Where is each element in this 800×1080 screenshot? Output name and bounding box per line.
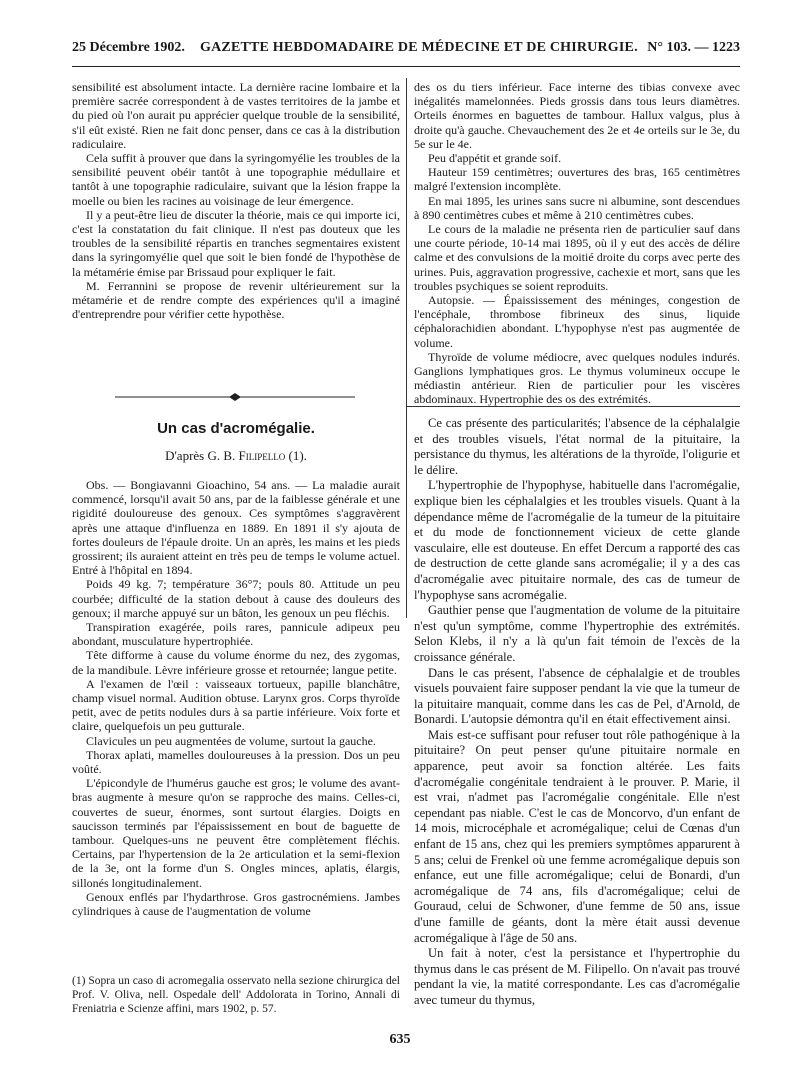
paragraph: En mai 1895, les urines sans sucre ni albumine, sont descendues à 890 centimètres cubes et même à 210 centimètres cubes. xyxy=(414,193,740,222)
section-divider-ornament xyxy=(115,392,355,402)
paragraph: Mais est-ce suffisant pour refuser tout rôle pathogénique à la pituitaire? On peut penser qu'une pituitaire normale en apparence, peut avoir sa fonction altérée. Les faits d'acromégalie congénitale tendraient à le prouver. P. Marie, il est vrai, n'admet pas l'acromégalie congénitale. Elle n'est cependant pas niable. C'est le cas de Moncorvo, d'un enfant de 14 mois, microcéphale et acromégalique; celui de Cœnas d'un enfant de 15 ans, chez qui les premiers symptômes apparurent à 5 ans; celui de Frenkel où une femme acromégalique depuis son enfance, eut une fille acromégalique; celui de Bonardi, d'un acromégalique de 74 ans, fils d'acromégalique; celui de Gouraud, celui de Schwoner, d'une femme de 50 ans, issue d'une famille de géants, dont la mère était aussi devenue acromégalique à l'âge de 50 ans. xyxy=(414,727,740,945)
paragraph: L'hypertrophie de l'hypophyse, habituelle dans l'acromégalie, explique bien les céphalalgies et les troubles visuels. Quant à la dépendance même de l'acromégalie de la tumeur de la pituitaire et du mode de fonctionnement vicieux de cette glande vasculaire, elle est douteuse. En effet Dercum a rapporté des cas de destruction de cette glande sans acromégalie; il y a des cas d'acromégalie avec pituitaire normale, des cas de tumeur de l'hypophyse sans acromégalie. xyxy=(414,478,740,602)
column-divider xyxy=(406,78,407,618)
issue-number: N° 103. — 1223 xyxy=(647,40,740,55)
paragraph: Clavicules un peu augmentées de volume, surtout la gauche. xyxy=(86,733,376,748)
left-column-bottom xyxy=(72,478,400,918)
paragraph: Il y a peut-être lieu de discuter la théorie, mais ce qui importe ici, c'est la constatation du fait clinique. Il n'est pas douteux que les troubles de la sensibilité répartis en tranches segmentaires existent dans la syringomyélie quel que soit le bien fondé de l'hypothèse de la métamérie émise par Brissaud pour expliquer le fait. xyxy=(72,207,400,279)
paragraph: Gauthier pense que l'augmentation de volume de la pituitaire n'est qu'un symptôme, comme l'hypertrophie des extrémités. Selon Klebs, il n'y a là qu'un fait témoin de l'excès de la croissance générale. xyxy=(414,603,740,664)
paragraph: Tête difforme à cause du volume énorme du nez, des zygomas, de la mandibule. Lèvre inférieure grosse et retournée; langue petite. xyxy=(72,648,400,677)
footnote: (1) Sopra un caso di acromegalia osservato nella sezione chirurgica del Prof. V. Oliva, nell. Ospedale dell' Addolorata in Torino, Annali di Freniatria e Scienze affini, mars 1902, p. 57. xyxy=(72,975,400,1015)
paragraph: L'épicondyle de l'humérus gauche est gros; le volume des avant-bras augmente à mesure qu'on se rapproche des mains. Celles-ci, couvertes de sueur, énormes, sont surtout élargies. Doigts en saucisson terminés par l'épaississement en bout de baguette de tambour. Quelques-uns ne peuvent être complètement fléchis. Certains, par l'hypertension de la 2e articulation et la semi-flexion de la 3e, ont la forme d'un S. Ongles minces, aplatis, élargis, sillonés longitudinalement. xyxy=(72,776,400,890)
paragraph: Poids 49 kg. 7; température 36°7; pouls 80. Attitude un peu courbée; difficulté de la station debout à cause des douleurs des genoux; il marche appuyé sur un bâton, les genoux un peu fléchis. xyxy=(72,577,400,620)
article-title: Un cas d'acromégalie. xyxy=(157,420,315,437)
paragraph: Autopsie. — Épaississement des méninges, congestion de l'encéphale, thrombose fibrineux des sinus, liquide céphalorachidien abondant. L'hypophyse n'est pas augmentée de volume. xyxy=(414,293,740,350)
page-number: 635 xyxy=(389,1032,411,1047)
paragraph: Thyroïde de volume médiocre, avec quelques nodules indurés. Ganglions lymphatiques gros. Le thymus volumineux occupe le médiastin antérieur. Rien de particulier pour les viscères abdominaux. Hypertrophie des os des extrémités. xyxy=(414,349,740,407)
paragraph: M. Ferrannini se propose de revenir ultérieurement sur la métamérie et de rendre compte des expériences qu'il a imaginé d'entreprendre pour vérifier cette hypothèse. xyxy=(72,278,400,322)
byline-author: Filipello xyxy=(238,448,286,463)
paragraph: Thorax aplati, mamelles douloureuses à la pression. Dos un peu voûté. xyxy=(72,747,400,777)
right-column-top xyxy=(414,80,740,407)
issue-date: 25 Décembre 1902. xyxy=(72,40,185,55)
paragraph: Un fait à noter, c'est la persistance et l'hypertrophie du thymus dans le cas présent de M. Filipello. On n'avait pas trouvé pendant la vie, la matité correspondante. Les cas d'acromégalie avec tumeur du thymus, xyxy=(414,946,740,1007)
paragraph: Obs. — Bongiavanni Gioachino, 54 ans. — La maladie aurait commencé, lorsqu'il avait 50 ans, par de la faiblesse générale et une rigidité douloureuse des genoux. Ces symptômes s'aggravèrent après une attaque d'influenza en 1889. En 1891 il s'y ajouta de fortes douleurs de l'épaule droite. Un an après, les mains et les pieds grossirent; ils auraient atteint en très peu de temps le volume actuel. Entré à l'hôpital en 1894. xyxy=(72,478,400,578)
byline-prefix: D'après G. B. xyxy=(165,448,236,463)
paragraph: Hauteur 159 centimètres; ouvertures des bras, 165 centimètres malgré l'extension incomplète. xyxy=(414,165,740,194)
paragraph: Cela suffit à prouver que dans la syringomyélie les troubles de la sensibilité peuvent obéir tantôt à une topographie médullaire et tantôt à une topographie radiculaire, suivant que la lésion frappe la moelle ou bien les racines au voisinage de leur émergence. xyxy=(72,151,400,208)
paragraph: des os du tiers inférieur. Face interne des tibias convexe avec inégalités mamelonnées. Pieds grossis dans tous leurs diamètres. Orteils énormes en baguettes de tambour. Hallux valgus, plus à droite qu'à gauche. Chevauchement des 2e et 4e orteils sur le 3e, du 5e sur le 4e. xyxy=(414,80,740,151)
paragraph: A l'examen de l'œil : vaisseaux tortueux, papille blanchâtre, champ visuel normal. Audition obtuse. Larynx gros. Corps thyroïde petit, avec de petits nodules durs à sa partie inférieure. Voix forte et claire, quelquefois un peu gutturale. xyxy=(72,676,400,734)
article-byline xyxy=(72,448,400,464)
paragraph: Peu d'appétit et grande soif. xyxy=(428,151,562,166)
paragraph: Transpiration exagérée, poils rares, pannicule adipeux peu abondant, musculature hypertrophiée. xyxy=(72,620,400,649)
paragraph: Dans le cas présent, l'absence de céphalalgie et de troubles visuels pouvaient faire supposer pendant la vie que la tumeur de la pituitaire manquait, comme dans les cas de Pel, d'Arnold, de Bonardi. L'autopsie démontra qu'il en était effectivement ainsi. xyxy=(414,665,740,727)
paragraph: Le cours de la maladie ne présenta rien de particulier sauf dans une courte période, 10-14 mai 1895, où il y eut des accès de délire calme et des convulsions de la moitié droite du corps avec perte des urines. Puis, aggravation progressive, cachexie et mort, sans que les troubles psychiques se soient reproduits. xyxy=(414,222,740,293)
journal-title: GAZETTE HEBDOMADAIRE DE MÉDECINE ET DE CHIRURGIE. xyxy=(200,40,638,55)
running-header xyxy=(72,40,740,60)
header-rule xyxy=(72,66,740,67)
paragraph: Ce cas présente des particularités; l'absence de la céphalalgie et des troubles visuels, l'état normal de la pituitaire, la persistance du thymus, les altérations de la thyroïde, l'oligurie et le délire. xyxy=(414,416,740,477)
right-column-bottom xyxy=(414,416,740,1009)
paragraph: Genoux enflés par l'hydarthrose. Gros gastrocnémiens. Jambes cylindriques à cause de l'augmentation de volume xyxy=(72,889,400,919)
byline-note: (1). xyxy=(288,448,307,463)
paragraph: sensibilité est absolument intacte. La dernière racine lombaire et la première sacrée correspondent à de vastes territoires de la jambe et du pied où l'on aurait pu apprécier quelque trouble de la sensibilité, s'il eût existé. Rien ne fait donc penser, dans ce cas à la distribution radiculaire. xyxy=(72,80,400,151)
left-column-top xyxy=(72,80,400,321)
